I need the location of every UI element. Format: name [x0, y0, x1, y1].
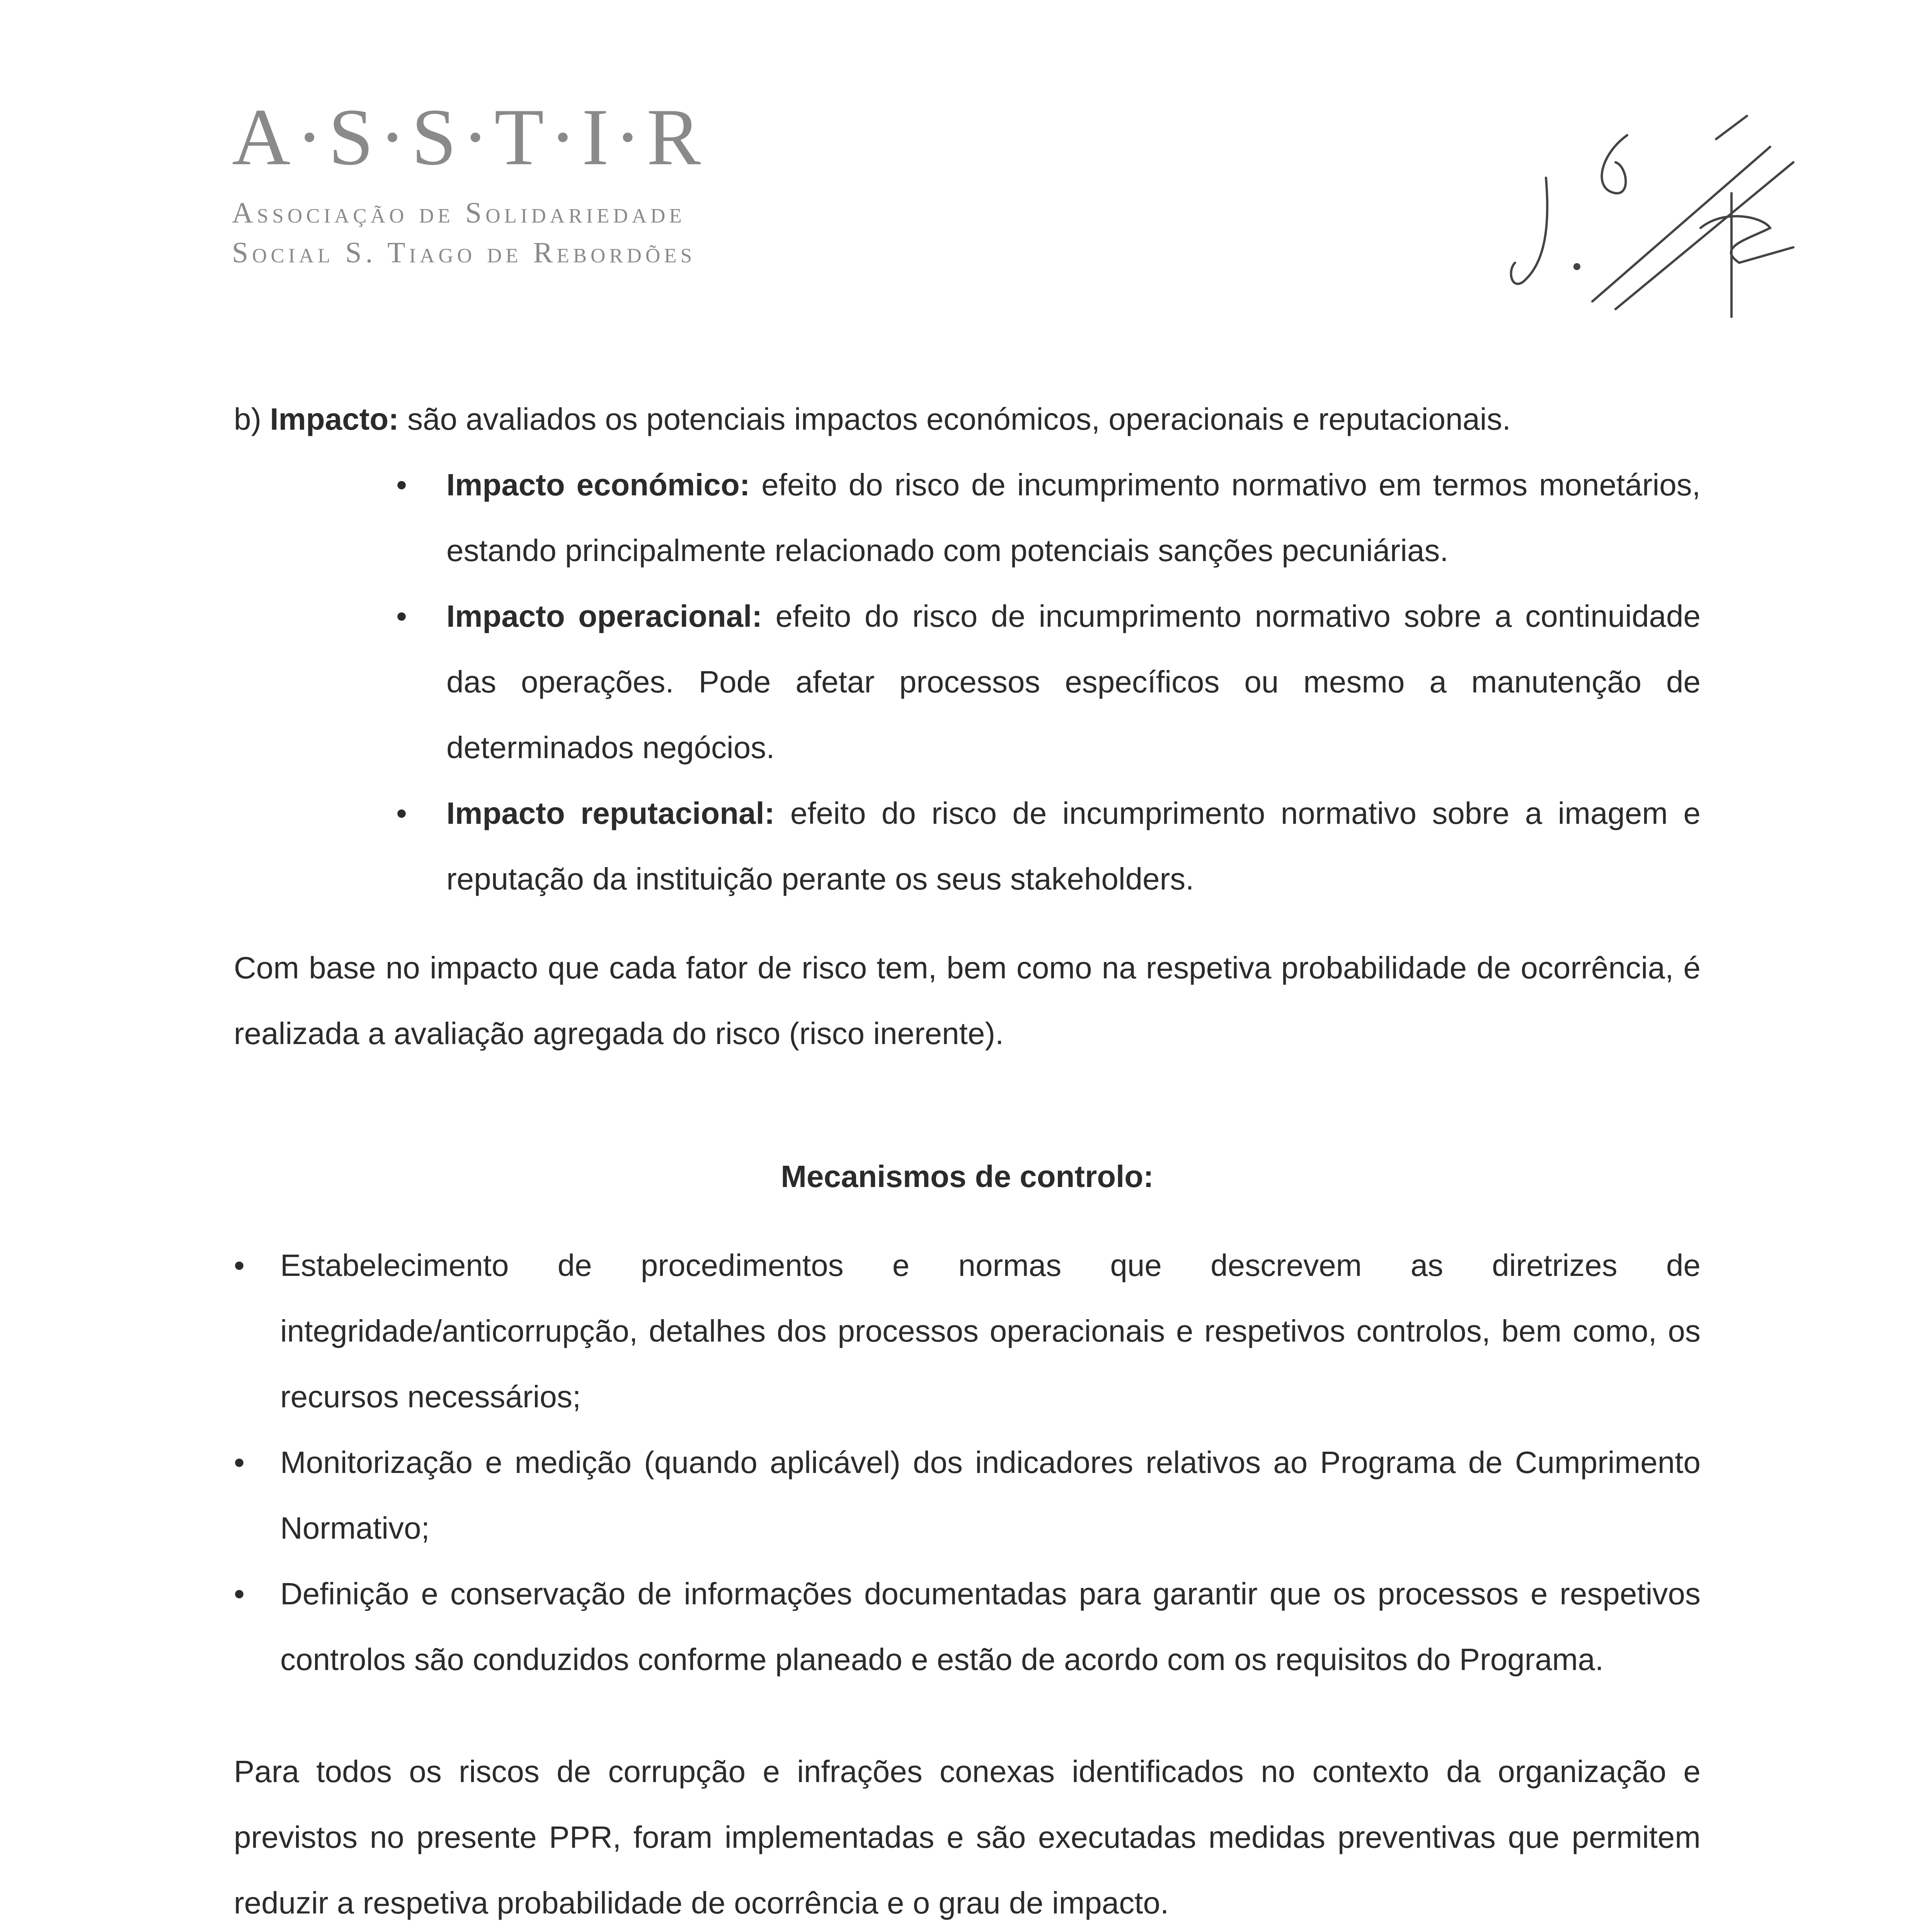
organization-logo: [232, 92, 707, 272]
paragraph-risk-assessment: Com base no impacto que cada fator de risco tem, bem como na respetiva probabilidade de ocorrência, é realizada a avaliação agregada do risco (risco inerente).: [234, 951, 1701, 1051]
list-item: [234, 1233, 1701, 1430]
paragraph-preventive-measures: Para todos os riscos de corrupção e infrações conexas identificados no contexto da organização e previstos no presente PPR, foram implementadas e são executadas medidas preventivas que permitem reduzir a respetiva probabilidade de ocorrência e o grau de impacto.: [234, 1754, 1701, 1920]
impact-term: Impacto:: [270, 402, 399, 436]
list-item: [234, 1430, 1701, 1561]
list-item-text: Estabelecimento de procedimentos e normas que descrevem as diretrizes de integridade/anticorrupção, detalhes dos processos operacionais e respetivos controlos, bem como, os recursos necessários;: [280, 1248, 1701, 1414]
logo-line-1: Associação de Solidariedade: [232, 197, 686, 229]
logo-line-2: Social S. Tiago de Rebordões: [232, 236, 696, 269]
impact-type-text: efeito do risco de incumprimento normativo em termos monetários, estando principalmente relacionado com potenciais sanções pecuniárias.: [446, 468, 1701, 568]
logo-mark: A·S·S·T·I·R: [232, 92, 707, 182]
impact-type-list: [234, 452, 1701, 912]
bullet-icon: •: [234, 1445, 245, 1480]
impact-type-term: Impacto económico:: [446, 468, 750, 502]
bullet-icon: •: [234, 1248, 245, 1282]
list-item-text: Definição e conservação de informações documentadas para garantir que os processos e respetivos controlos são conduzidos conforme planeado e estão de acordo com os requisitos do Programa.: [280, 1577, 1701, 1677]
bullet-icon: •: [396, 796, 407, 830]
impact-type-term: Impacto reputacional:: [446, 796, 775, 830]
list-item: [234, 583, 1701, 781]
section-heading: Mecanismos de controlo:: [781, 1159, 1154, 1194]
impact-description: são avaliados os potenciais impactos económicos, operacionais e reputacionais.: [398, 402, 1511, 436]
list-item-text: Monitorização e medição (quando aplicável) dos indicadores relativos ao Programa de Cumprimento Normativo;: [280, 1445, 1701, 1545]
impact-type-text: efeito do risco de incumprimento normativo sobre a imagem e reputação da instituição perante os seus stakeholders.: [446, 796, 1701, 896]
impact-type-text: efeito do risco de incumprimento normativo sobre a continuidade das operações. Pode afetar processos específicos ou mesmo a manutenção de determinados negócios.: [446, 599, 1701, 765]
list-item: [234, 1561, 1701, 1692]
impact-intro: [234, 386, 1701, 452]
impact-type-term: Impacto operacional:: [446, 599, 762, 633]
impact-label: b): [234, 402, 262, 436]
bullet-icon: •: [396, 599, 407, 633]
bullet-icon: •: [234, 1577, 245, 1611]
control-mechanisms-list: [234, 1233, 1701, 1692]
bullet-icon: •: [396, 468, 407, 502]
list-item: [234, 781, 1701, 912]
list-item: [234, 452, 1701, 583]
handwritten-signature: [1500, 100, 1832, 332]
document-body: [234, 386, 1701, 1932]
